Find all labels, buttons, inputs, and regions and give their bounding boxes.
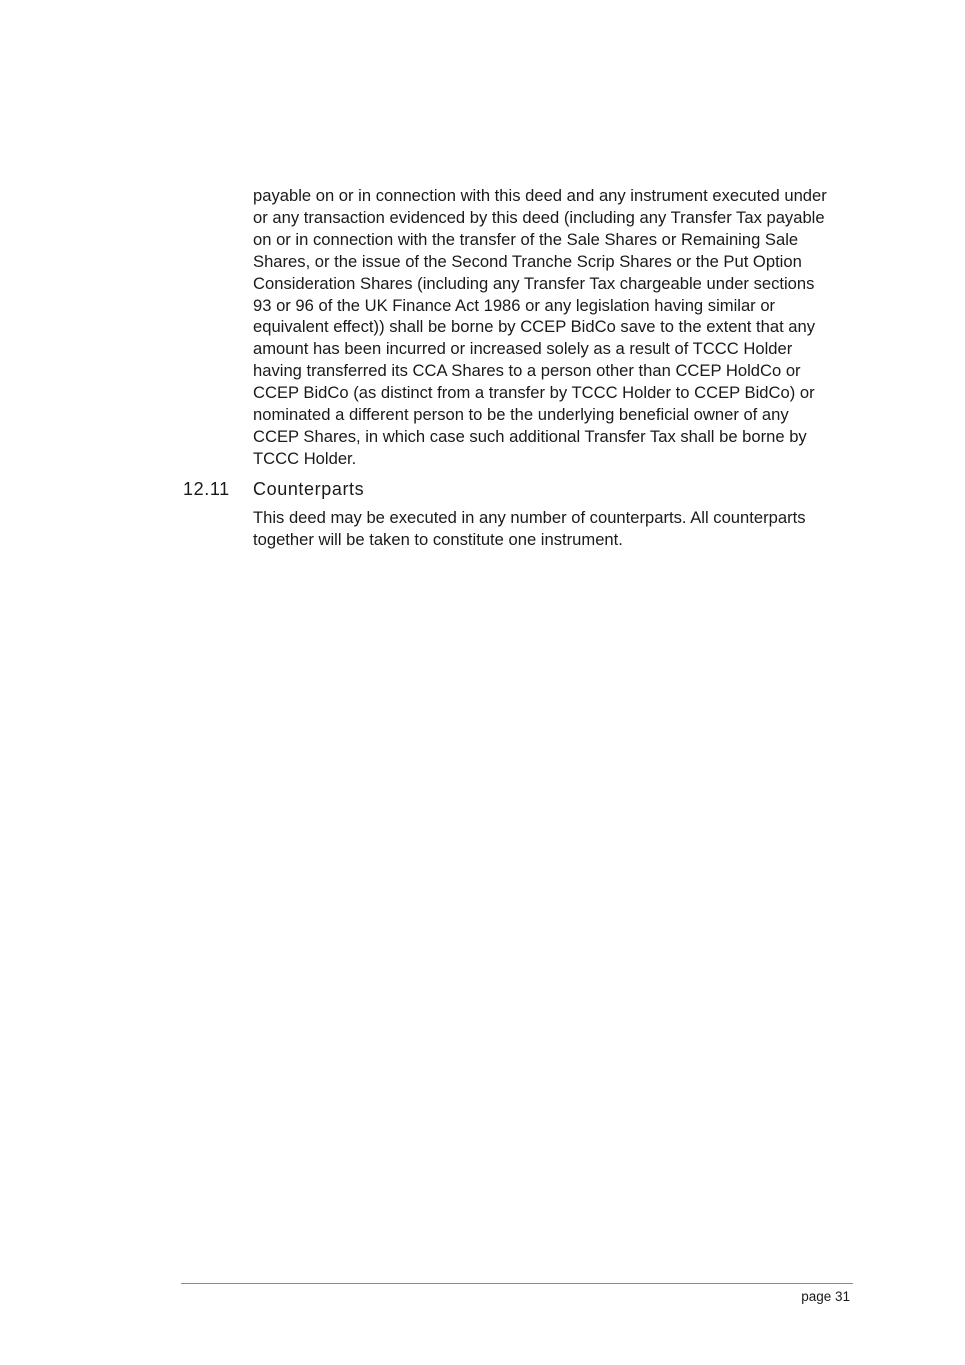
- paragraph-line: amount has been incurred or increased solely as a result of TCCC Holder: [253, 339, 793, 359]
- paragraph-line: CCEP Shares, in which case such additional Transfer Tax shall be borne by: [253, 426, 807, 446]
- paragraph-line: together will be taken to constitute one instrument.: [253, 529, 623, 549]
- paragraph-line: CCEP BidCo (as distinct from a transfer by TCCC Holder to CCEP BidCo) or: [253, 383, 815, 403]
- paragraph-line: nominated a different person to be the underlying beneficial owner of any: [253, 405, 789, 425]
- paragraph-line: Shares, or the issue of the Second Tranche Scrip Shares or the Put Option: [253, 251, 802, 271]
- paragraph-line: payable on or in connection with this deed and any instrument executed under: [253, 186, 827, 205]
- section-heading: [183, 478, 364, 500]
- paragraph-line: This deed may be executed in any number of counterparts. All counterparts: [253, 508, 806, 527]
- paragraph-line: Consideration Shares (including any Transfer Tax chargeable under sections: [253, 273, 815, 293]
- section-number: 12.11: [183, 479, 230, 499]
- paragraph-line: equivalent effect)) shall be borne by CCEP BidCo save to the extent that any: [253, 317, 816, 337]
- paragraph-line: having transferred its CCA Shares to a person other than CCEP HoldCo or: [253, 361, 801, 381]
- paragraph-line: 93 or 96 of the UK Finance Act 1986 or any legislation having similar or: [253, 295, 776, 315]
- page-number: page 31: [801, 1289, 850, 1304]
- paragraph-line: on or in connection with the transfer of the Sale Shares or Remaining Sale: [253, 229, 799, 249]
- paragraph-line: TCCC Holder.: [253, 448, 357, 468]
- footer-divider: [181, 1283, 853, 1284]
- paragraph-line: or any transaction evidenced by this deed (including any Transfer Tax payable: [253, 207, 825, 227]
- clause-continuation-paragraph: [253, 185, 853, 470]
- section-body-paragraph: [253, 507, 853, 551]
- section-title: Counterparts: [253, 479, 365, 499]
